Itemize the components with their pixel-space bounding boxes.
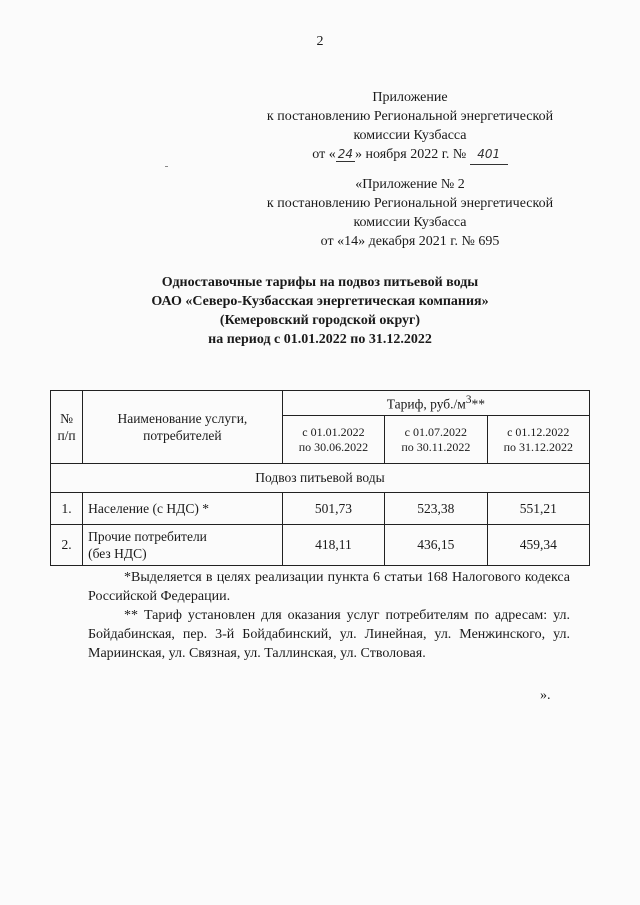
appendix-header (240, 88, 580, 165)
footnotes (88, 568, 570, 663)
original-appendix-resolution: к постановлению Региональной энергетической (266, 196, 554, 211)
closing-quote: ». (540, 688, 551, 703)
tariff-table (50, 390, 590, 566)
original-appendix-header (240, 175, 580, 251)
header-period-2: с 01.07.2022 по 30.11.2022 (385, 416, 487, 464)
scan-mark (165, 166, 168, 167)
original-appendix-commission: комиссии Кузбасса (353, 215, 467, 230)
handwritten-day: 24 (337, 147, 353, 161)
header-tariff: Тариф, $руб./м^3**$ (282, 391, 589, 416)
footnote-vat: *Выделяется в целях реализации пункта 6 статьи 168 Налогового кодекса Российской Федерации. (88, 570, 570, 604)
table-row: 1. Население (с НДС) * 501,73 523,38 551,21 (51, 493, 590, 525)
header-period-3: с 01.12.2022 по 31.12.2022 (487, 416, 589, 464)
appendix-label: Приложение (372, 90, 448, 105)
table-section-heading: Подвоз питьевой воды (51, 464, 590, 493)
handwritten-number: 401 (470, 145, 508, 165)
table-row: 2. Прочие потребители (без НДС) 418,11 436,15 459,34 (51, 525, 590, 566)
appendix-commission: комиссии Кузбасса (353, 128, 467, 143)
original-appendix-label: «Приложение № 2 (355, 177, 465, 192)
original-appendix-date: от «14» декабря 2021 г. № 695 (320, 234, 500, 249)
appendix-resolution: к постановлению Региональной энергетической (266, 109, 554, 124)
header-service-name: Наименование услуги, потребителей (83, 391, 283, 464)
document-title: Одноставочные тарифы на подвоз питьевой воды ОАО «Северо-Кузбасская энергетическая компания» (Кемеровский городской округ) на период с 01.01.2022 по 31.12.2022 (151, 275, 489, 347)
appendix-date-line: от « 24 » ноября 2022 г. № 401 (240, 145, 580, 165)
header-number: № п/п (51, 391, 83, 464)
footnote-addresses: ** Тариф установлен для оказания услуг потребителям по адресам: ул. Бойдабинская, пер. 3-й Бойдабинский, ул. Линейная, ул. Менжинского, ул. Мариинская, ул. Связная, ул. Таллинская, ул. Стволовая. (88, 608, 570, 661)
page-number: 2 (316, 34, 324, 49)
header-period-1: с 01.01.2022 по 30.06.2022 (282, 416, 384, 464)
